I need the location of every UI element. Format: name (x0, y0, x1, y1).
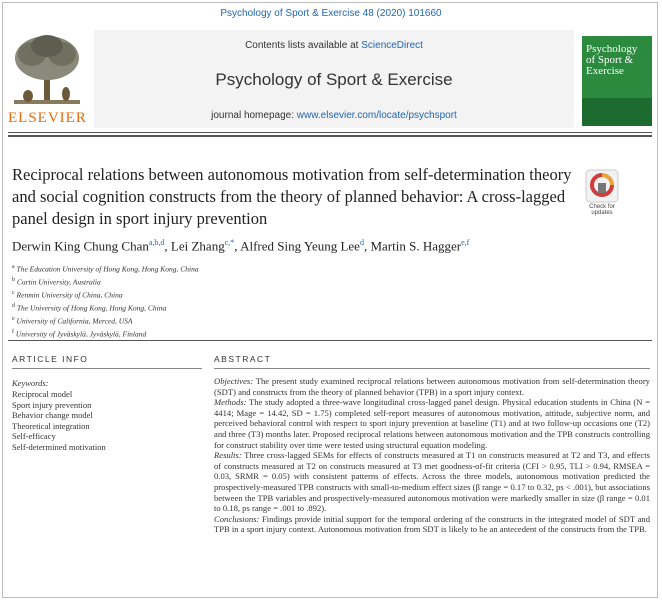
results-text: Three cross-lagged SEMs for effects of constructs measured at T1 on constructs measured at T2 and T3, and effects of constructs measured at T2 on constructs measured at T3 met goodness-of-fit criteria (CFI > 0.95, TLI > 0.94, RMSEA = 0.03, SRMR = 0.05) with consistent patterns of effects. Across the three models, autonomous motivation predicted the prospectively-measured TPB constructs with small-to-medium effect sizes (β range = 0.17 to 0.32, ps < .001), but associations between the TPB variables and prospectively-measured autonomous motivation were markedly smaller in size (β range = 0.01 to 0.18, ps range = .001 to .892). (214, 450, 651, 514)
affiliation-item: $^d$ The University of Hong Kong, Hong Kong, China (12, 303, 167, 313)
check-for-updates-button[interactable] (584, 168, 620, 204)
article-info-heading: ARTICLE INFO (12, 354, 89, 364)
homepage-line (94, 110, 574, 121)
author-separator: , (234, 238, 241, 254)
author-separator: , (164, 238, 171, 254)
abstract-body (214, 376, 650, 535)
author-separator: , (363, 238, 371, 254)
keyword-item: Sport injury prevention (12, 399, 92, 410)
elsevier-logo[interactable] (8, 30, 86, 128)
header-divider-thick (8, 135, 652, 137)
contents-line (94, 40, 574, 51)
affiliation-item: $^f$ University of Jyväskylä, Jyväskylä, Finland (12, 329, 147, 339)
journal-cover[interactable] (582, 36, 652, 126)
homepage-prefix: journal homepage: (211, 110, 297, 121)
journal-name: Psychology of Sport & Exercise (215, 70, 453, 89)
journal-info-box (94, 30, 574, 128)
check-updates-icon (584, 168, 620, 204)
affiliation-item: $^b$ Curtin University, Australia (12, 277, 101, 287)
journal-header (8, 30, 652, 128)
keyword-item: Self-efficacy (12, 431, 56, 441)
author-sup[interactable]: e,f (461, 238, 470, 247)
abstract-methods (214, 397, 650, 450)
author-sup[interactable]: d (359, 238, 364, 247)
affiliation-item: $^e$ University of California, Merced, USA (12, 316, 133, 326)
methods-text: The study adopted a three-wave longitudinal cross-lagged panel design. Physical education students in China (N = 4414; Mage = 14.42, SD = 1.75) completed self-report measures of autonomous motivation, attitude, subjective norm, and perceived behavioral control with respect to sport injury prevention at baseline (T1) and at two follow-up occasions one (T2) and three (T3) months later. Proposed reciprocal relations between autonomous motivation and the TPB constructs controlling for construct stability over time were tested using structural equation modeling. (214, 397, 650, 450)
cover-band (582, 98, 652, 126)
affiliation-item: $^a$ The Education University of Hong Kong, Hong Kong, China (12, 264, 199, 274)
author-name[interactable]: Alfred Sing Yeung Lee (240, 238, 360, 254)
keywords-list (12, 389, 106, 452)
elsevier-tree-icon (8, 30, 86, 110)
abstract-conclusions (214, 514, 650, 535)
keyword-item: Behavior change model (12, 410, 93, 420)
keyword-item: Theoretical integration (12, 420, 90, 431)
author-name[interactable]: Lei Zhang (170, 238, 225, 254)
author-sup[interactable]: a,b,d (148, 238, 165, 247)
contents-prefix: Contents lists available at (245, 40, 362, 51)
homepage-link[interactable]: www.elsevier.com/locate/psychsport (296, 110, 457, 121)
check-updates-line1: Check for (589, 204, 615, 210)
article-info-rule (12, 368, 202, 369)
elsevier-wordmark: ELSEVIER (8, 110, 87, 126)
author-list (12, 238, 652, 254)
author-name[interactable]: Martin S. Hagger (370, 238, 462, 254)
methods-label: Methods: (214, 397, 247, 408)
objectives-label: Objectives: (214, 376, 254, 386)
conclusions-label: Conclusions: (214, 513, 260, 524)
affiliation-list (12, 262, 412, 340)
affiliation-item: $^c$ Renmin University of China, China (12, 290, 123, 300)
authors-divider (8, 340, 652, 341)
keyword-item: Self-determined motivation (12, 441, 106, 452)
header-divider (8, 132, 652, 133)
sciencedirect-link[interactable]: ScienceDirect (361, 40, 423, 51)
abstract-results (214, 450, 650, 514)
article-title: Reciprocal relations between autonomous motivation from self-determination theory and social cognition constructs from the theory of planned behavior: A cross-lagged panel design in sport injury prevention (12, 165, 572, 228)
abstract-rule (214, 368, 650, 369)
author-name[interactable]: Derwin King Chung Chan (12, 238, 149, 254)
keyword-item: Reciprocal model (12, 389, 73, 399)
author-sup[interactable]: c,* (224, 238, 235, 247)
objectives-text: The present study examined reciprocal relations between autonomous motivation from self-determination theory (SDT) and constructs from the theory of planned behavior (TPB) in a sport injury context. (214, 376, 650, 397)
check-updates-line2: updates (591, 210, 613, 216)
check-updates-label (576, 204, 628, 216)
abstract-objectives (214, 376, 650, 397)
cover-title: Psychology of Sport & Exercise (586, 43, 638, 77)
conclusions-text: Findings provide initial support for the temporal ordering of the constructs in the integrated model of SDT and TPB in a sport injury context. Autonomous motivation from SDT is likely to be an antecedent of the constructs from the TPB. (214, 513, 650, 535)
journal-citation[interactable]: Psychology of Sport & Exercise 48 (2020) 101660 (220, 8, 442, 19)
keywords-label: Keywords: (12, 378, 49, 388)
abstract-heading: ABSTRACT (214, 354, 272, 364)
results-label: Results: (214, 450, 242, 461)
